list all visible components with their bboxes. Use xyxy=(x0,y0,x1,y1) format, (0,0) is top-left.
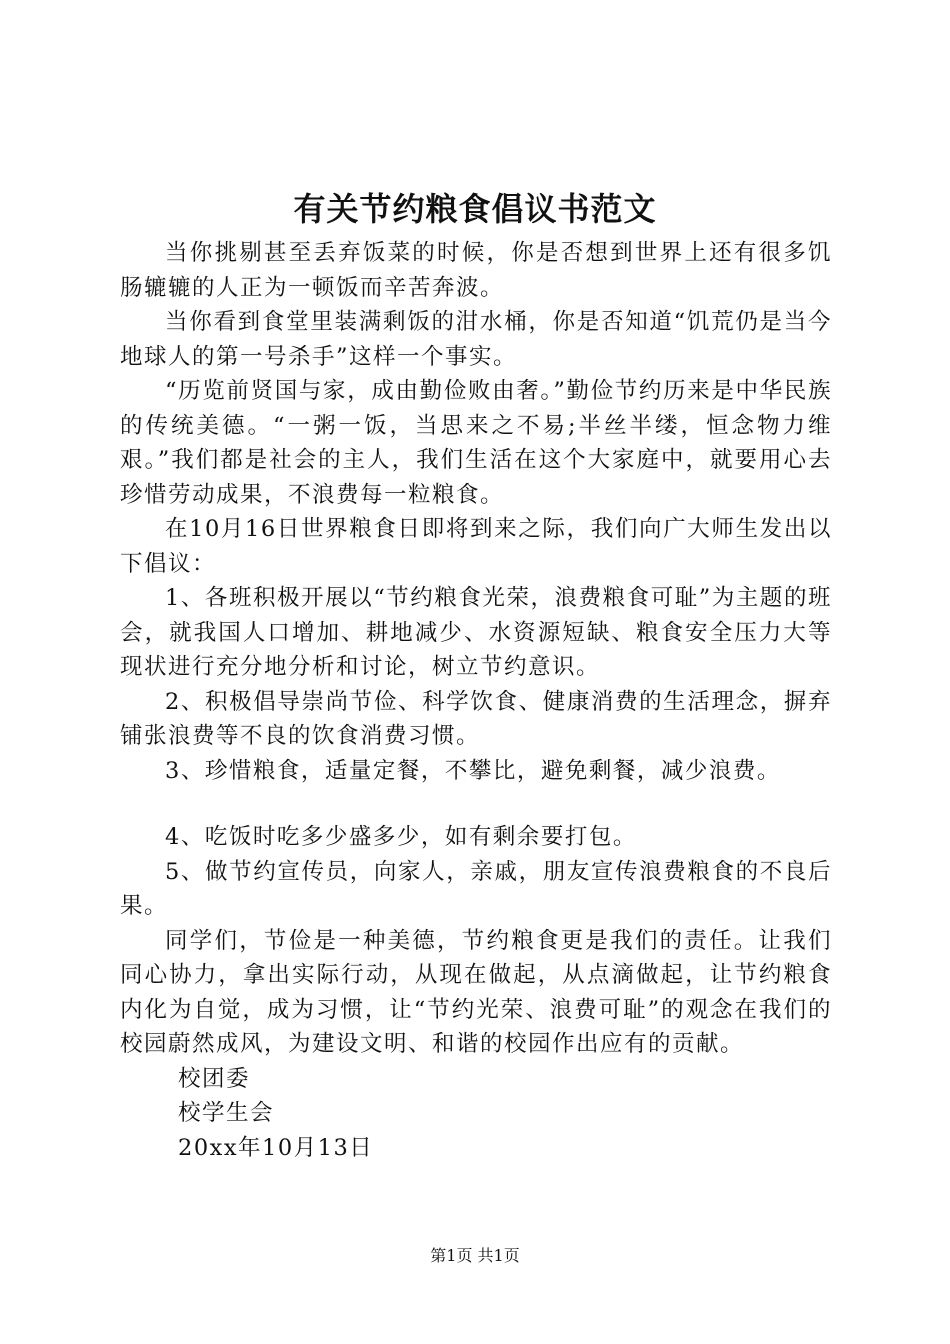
signature-org-1: 校团委 xyxy=(178,1065,251,1092)
proposal-item-4: 4、吃饭时吃多少盛多少，如有剩余要打包。 xyxy=(165,824,637,850)
paragraph-1: 当你挑剔甚至丢弃饭菜的时候，你是否想到世界上还有很多饥肠辘辘的人正为一顿饭而辛苦奔波。 xyxy=(120,240,832,301)
closing-paragraph: 同学们，节俭是一种美德，节约粮食更是我们的责任。让我们同心协力，拿出实际行动，从现在做起，从点滴做起，让节约粮食内化为自觉，成为习惯，让“节约光荣、浪费可耻”的观念在我们的校园蔚然成风，为建设文明、和谐的校园作出应有的贡献。 xyxy=(120,927,832,1057)
page-footer: 第1页 共1页 xyxy=(430,1246,520,1265)
signature-org-2: 校学生会 xyxy=(178,1100,275,1126)
paragraph-4: 在10月16日世界粮食日即将到来之际，我们向广大师生发出以下倡议： xyxy=(120,516,832,577)
proposal-item-3: 3、珍惜粮食，适量定餐，不攀比，避免剩餐，减少浪费。 xyxy=(165,757,781,784)
paragraph-2: 当你看到食堂里装满剩饭的泔水桶，你是否知道“饥荒仍是当今地球人的第一号杀手”这样一个事实。 xyxy=(120,309,832,370)
proposal-item-5: 5、做节约宣传员，向家人，亲戚，朋友宣传浪费粮食的不良后果。 xyxy=(120,858,832,919)
proposal-item-1: 1、各班积极开展以“节约粮食光荣，浪费粮食可耻”为主题的班会，就我国人口增加、耕地减少、水资源短缺、粮食安全压力大等现状进行充分地分析和讨论，树立节约意识。 xyxy=(120,585,832,680)
proposal-item-2: 2、积极倡导崇尚节俭、科学饮食、健康消费的生活理念，摒弃铺张浪费等不良的饮食消费习惯。 xyxy=(120,688,832,749)
document-body xyxy=(120,236,832,1165)
paragraph-3: “历览前贤国与家，成由勤俭败由奢。”勤俭节约历来是中华民族的传统美德。“一粥一饭，当思来之不易;半丝半缕，恒念物力维艰。”我们都是社会的主人，我们生活在这个大家庭中，就要用心去珍惜劳动成果，不浪费每一粒粮食。 xyxy=(120,378,832,508)
blank-line xyxy=(120,788,832,820)
signature-date: 20xx年10月13日 xyxy=(178,1134,374,1161)
document-title: 有关节约粮食倡议书范文 xyxy=(293,190,657,228)
